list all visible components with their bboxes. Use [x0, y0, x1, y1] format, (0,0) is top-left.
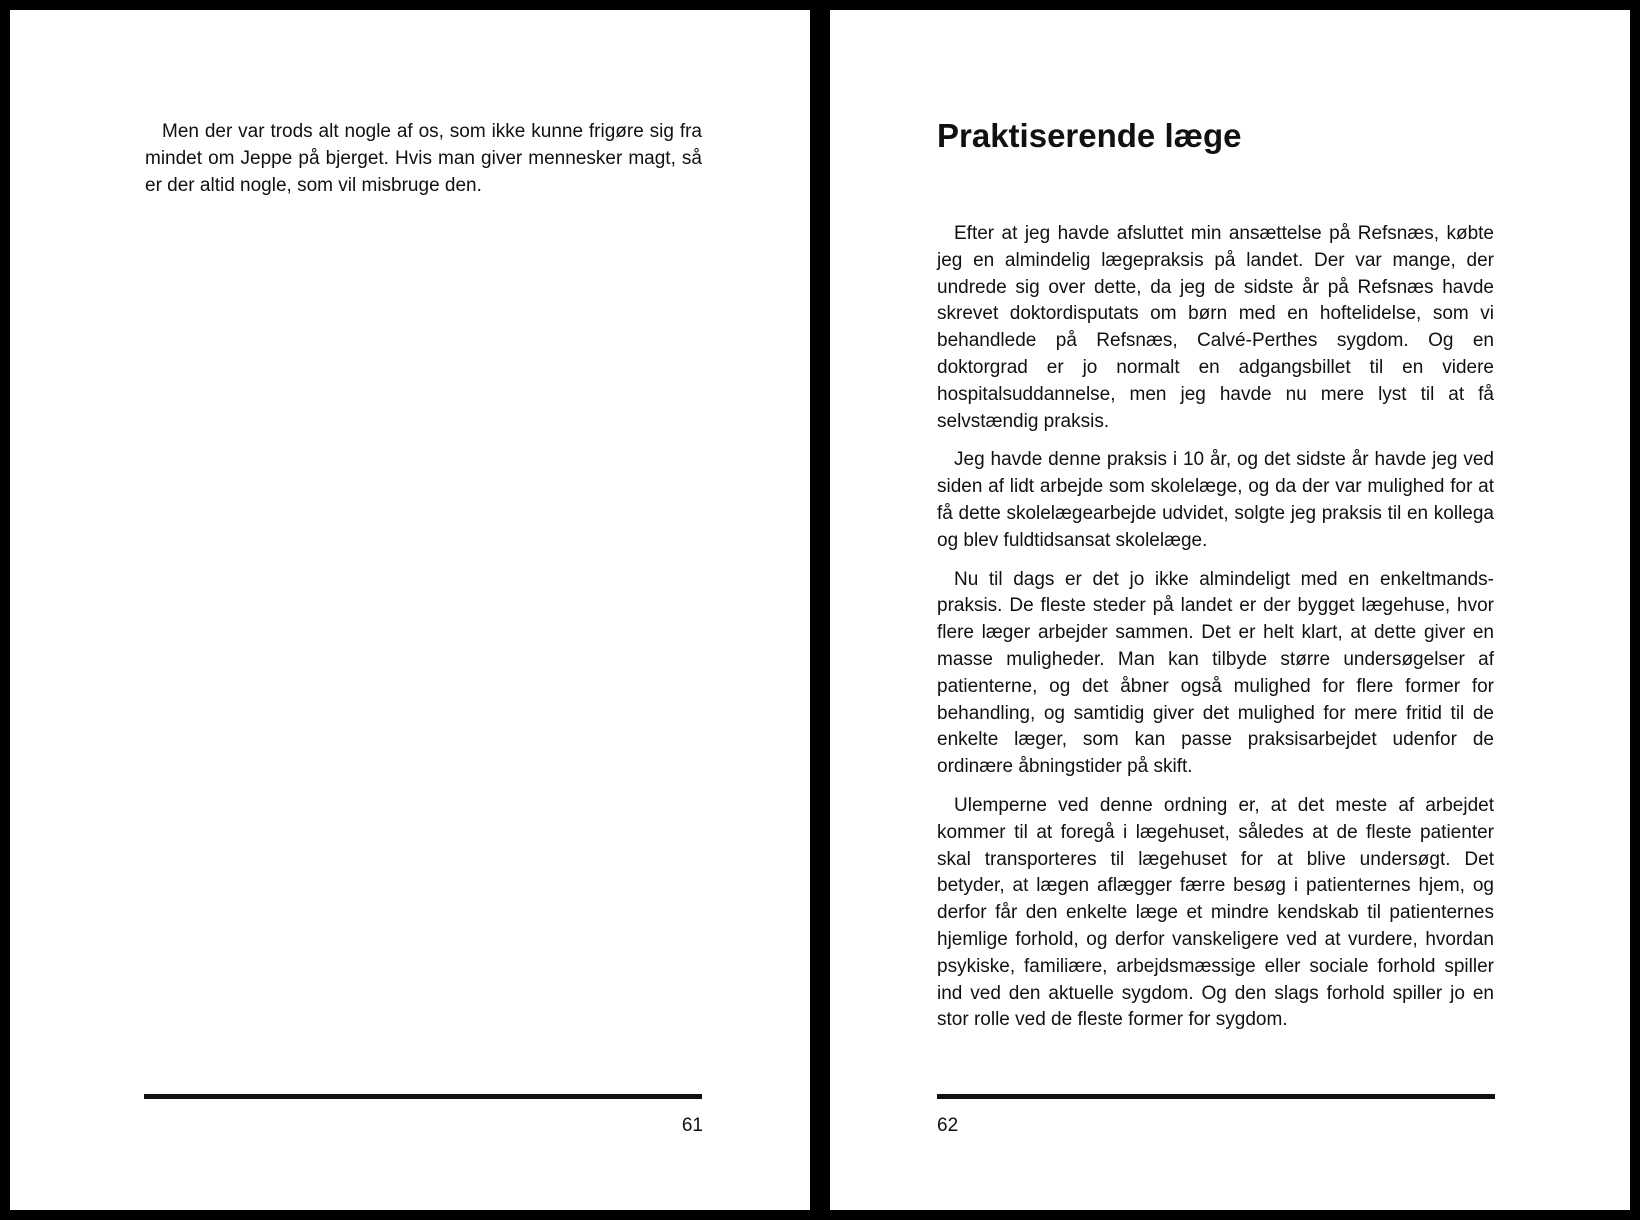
- right-page: [830, 10, 1630, 1210]
- body-text: [145, 119, 702, 199]
- body-text: [937, 221, 1494, 1034]
- paragraph: Men der var trods alt nogle af os, som ikke kunne frigøre sig fra mindet om Jeppe på bjerget. Hvis man giver mennesker magt, så er der altid nogle, som vil misbruge den.: [145, 121, 702, 196]
- paragraph: Nu til dags er det jo ikke almindeligt med en enkeltmandspraksis. De fleste steder på landet er der bygget lægehuse, hvor flere læger arbejder sammen. Det er helt klart, at dette giver en masse muligheder. Man kan tilbyde større undersøgelser af patienterne, og det åbner også mulighed for flere former for behandling, og samtidig giver det mulighed for mere fritid til de enkelte læger, som kan passe praksisarbejdet udenfor de ordinære åbningstider på skift.: [937, 568, 1494, 778]
- paragraph: Jeg havde denne praksis i 10 år, og det sidste år havde jeg ved siden af lidt arbejde som skolelæge, og da der var mulighed for at få dette skolelægearbejde udvidet, solgte jeg praksis til en kollega og blev fuldtidsansat skolelæge.: [937, 449, 1494, 551]
- chapter-title: Praktiserende læge: [937, 117, 1242, 154]
- paragraph: Efter at jeg havde afsluttet min ansættelse på Refsnæs, købte jeg en almindelig lægepraksis på landet. Der var mange, der undrede sig over dette, da jeg de sidste år på Refsnæs havde skrevet doktordisputats om børn med en hoftelidelse, som vi behandlede på Refsnæs, Calvé-Perthes sygdom. Og en doktorgrad er jo normalt en adgangsbillet til en videre hospitalsuddannelse, men jeg havde nu mere lyst til at få selvstændig praksis.: [937, 223, 1494, 432]
- page-number: 61: [681, 1115, 703, 1136]
- footer-rule: [144, 1094, 702, 1099]
- paragraph: Ulemperne ved denne ordning er, at det meste af arbejdet kommer til at foregå i lægehuset, således at de fleste patienter skal transporteres til lægehuset for at blive undersøgt. Det betyder, at lægen aflægger færre besøg i patienternes hjem, og derfor får den enkelte læge et mindre kendskab til patienternes hjemlige forhold, og derfor vanskeligere ved at vurdere, hvordan psykiske, familiære, arbejdsmæssige eller sociale forhold spiller ind ved den aktuelle sygdom. Og den slags forhold spiller jo en stor rolle ved de fleste former for sygdom.: [937, 794, 1494, 1031]
- footer-rule: [937, 1094, 1495, 1099]
- left-page: [10, 10, 810, 1210]
- page-number: 62: [937, 1115, 959, 1136]
